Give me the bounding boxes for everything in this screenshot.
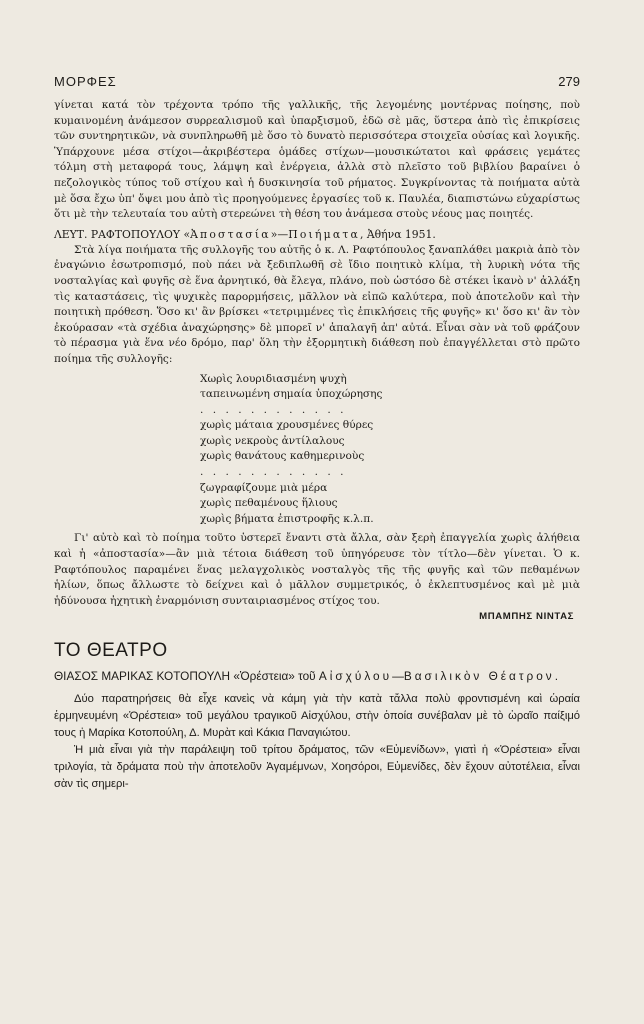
theatre-venue: Βασιλικὸν Θέατρον. [403, 669, 561, 684]
review-separator: »— [270, 227, 289, 241]
section-title: ΤΟ ΘΕΑΤΡΟ [54, 640, 168, 662]
theatre-author: Αἰσχύλου [318, 669, 393, 684]
poem-line: χωρὶς νεκροὺς ἀντίλαλους [200, 434, 345, 447]
poem-line: χωρὶς πεθαμένους ἥλιους [200, 497, 338, 510]
theatre-dash: — [392, 669, 404, 684]
poem-ellipsis: . . . . . . . . . . . . [200, 466, 347, 479]
poem-ellipsis: . . . . . . . . . . . . [200, 403, 347, 416]
poem-line: χωρὶς μάταια χρουσμένες θύρες [200, 419, 374, 432]
running-head [54, 74, 580, 90]
review-conclusion: Γι' αὐτὸ καὶ τὸ ποίημα τοῦτο ὑστερεῖ ἔναντι στὰ ἄλλα, σὰν ξερὴ ἐπαγγελία χωρὶς ἀλήθεια καὶ ἡ «ἀποστασία»—ἂν μιὰ τέτοια διάθεση τοῦ ὑπηγόρευσε τὸν τίτλο—δὲν γίνεται. Ὁ κ. Ραφτόπουλος παραμένει ἕνας μελαγχολικὸς νοσταλγὸς τῆς τῆς φυγῆς καὶ τῶν πεθαμένων ἡλίων, ὅπως ἄλλωστε τὸ δείχνει καὶ ὁ μᾶλλον συμμετρικός, ὁ ἐκλεπτυσμένος καὶ μὲ μιὰ ἡδύνουσα ἠχητικὴ ἐναρμόνιση συνταιριασμένος στίχος του. [54, 532, 580, 607]
page-body [54, 98, 580, 793]
poem-quotation [200, 372, 580, 528]
theatre-section [54, 640, 580, 793]
poem-line: χωρὶς βήματα ἐπιστροφῆς κ.λ.π. [200, 512, 374, 525]
theatre-mid: » τοῦ [288, 669, 319, 684]
poem-line: χωρὶς θανάτους καθημερινοὺς [200, 450, 365, 463]
running-title: ΜΟΡΦΕΣ [54, 74, 117, 89]
review-paragraph: Στὰ λίγα ποιήματα τῆς συλλογῆς του αὐτῆς ὁ κ. Λ. Ραφτόπουλος ξαναπλάθει μακριὰ ἀπὸ τὸν ἐναγώνιο ἐσωτροπισμό, ποὺ πάει νὰ ξεδιπλωθῆ σὲ ἴδιο ποιητικὸ κλίμα, τὴ λυρικὴ νότα τῆς νοσταλγίας καὶ φυγῆς σὲ ἕνα ἀρνητικό, θὰ ἔλεγα, πλάνο, ποὺ ὡστόσο δὲ στέκει ἱκανὸ ν' ἀλλάξη τὶς καταστάσεις, τὶς ψυχικὲς παρορμήσεις, μᾶλλον νὰ εἰπῶ καλύτερα, ποὺ ἀποτελοῦν καὶ τὴν ποιητικὴ πρόθεση. Ὅσο κι' ἂν βρίσκει «τετριμμένες τὶς ἐπικλήσεις τῆς φυγῆς» κι' ὅσο κι' ἂν τὸν ἐκούρασαν «τὰ σχέδια ἀναχώρησης» δὲ μπορεῖ ν' ἀπαλαγῆ ἀπ' αὐτά. Εἶναι σὰν νὰ τοῦ φράζουν τὸ πέρασμα γιὰ ἕνα νέο δρόμο, παρ' ὅλη τὴν ἐξορμητικὴ διάθεση ποὺ ἐπαγγέλλεται στὸ πρῶτο ποίημα τῆς συλλογῆς: [54, 243, 580, 365]
theatre-paragraph: Δύο παρατηρήσεις θὰ εἶχε κανεὶς νὰ κάμη γιὰ τὴν κατὰ τἄλλα πολὺ φροντισμένη καὶ ὡραία ἑρμηνευμένη «Ὀρέστεια» τοῦ μεγάλου τραγικοῦ Αἰσχύλου, στὴν ὁποία συνέβαλαν μὲ τὸ ὡραῖο παίξιμό τους ἡ Μαρίκα Κοτοπούλη, Δ. Μυρὰτ καὶ Κάκια Παναγιώτου. [54, 693, 580, 740]
theatre-paragraph: Ἡ μιὰ εἶναι γιὰ τὴν παράλειψη τοῦ τρίτου δράματος, τῶν «Εὐμενίδων», γιατὶ ἡ «Ὀρέστεια» εἶναι τριλογία, τὰ δράματα ποὺ τὴν ἀποτελοῦν Ἀγαμέμνων, Χοησόροι, Εὐμενίδες, δὲν ἔχουν αὐτοτέλεια, εἶναι σὰν τὶς σημερι- [54, 744, 580, 791]
poem-line: ταπεινωμένη σημαία ὑποχώρησης [200, 388, 383, 401]
review-place-year: , Ἀθήνα 1951. [360, 227, 436, 241]
review-author: ΛΕΥΤ. ΡΑΦΤΟΠΟΥΛΟΥ « [54, 227, 191, 241]
poem-line: Χωρὶς λουριδιασμένη ψυχὴ [200, 372, 347, 385]
poem-line: ζωγραφίζουμε μιὰ μέρα [200, 481, 328, 494]
review-signature: ΜΠΑΜΠΗΣ ΝΙΝΤΑΣ [479, 611, 574, 623]
page-number: 279 [558, 74, 580, 89]
review-work-title: Ἀποστασία [190, 227, 271, 241]
review-genre: Ποιήματα [288, 227, 360, 241]
theatre-heading [54, 668, 580, 685]
theatre-company: ΘΙΑΣΟΣ ΜΑΡΙΚΑΣ ΚΟΤΟΠΟΥΛΗ « [54, 669, 240, 684]
theatre-play: Ὀρέστεια [239, 669, 289, 684]
review-heading [54, 227, 580, 243]
intro-paragraph: γίνεται κατά τὸν τρέχοντα τρόπο τῆς γαλλικῆς, τῆς λεγομένης μοντέρνας ποίησης, ποὺ κυμαινομένη ἀνάμεσον συρρεαλισμοῦ καὶ ὑπαρξισμοῦ, ἐδῶ σὲ μᾶς, ὕστερα ἀπὸ τὶς ἐπικρίσεις τῶν συντηρητικῶν, νὰ συνπληρωθῆ μὲ ὅσο τὸ δυνατὸ περισσότερα στοιχεῖα οὐσίας καὶ λογικῆς. Ὑπάρχουνε μέσα στίχοι—ἀκριβέστερα ὁμάδες στίχων—μουσικώτατοι καὶ φράσεις γεμάτες τόλμη στὴ μεταφορά τους, λάμψη καὶ ἐνέργεια, ἀλλὰ στὸ πλεῖστο τοῦ βιβλίου βαραίνει ὁ πεζολογικὸς τύπος τοῦ στίχου καὶ ἡ δυσκινησία τοῦ ρήματος. Συγκρίνοντας τὰ ποιήματα αὐτὰ μὲ ὅσα ἔχω ὑπ' ὄψει μου ἀπὸ τὶς προηγούμενες ἐργασίες τοῦ κ. Παυλέα, διαπιστώνω εὐχαρίστως ὅτι μὲ τὴν τελευταία του αὐτὴ στερεώνει τὴ θέση του ἀνάμεσα στοὺς νέους μας ποιητές. [54, 99, 580, 221]
